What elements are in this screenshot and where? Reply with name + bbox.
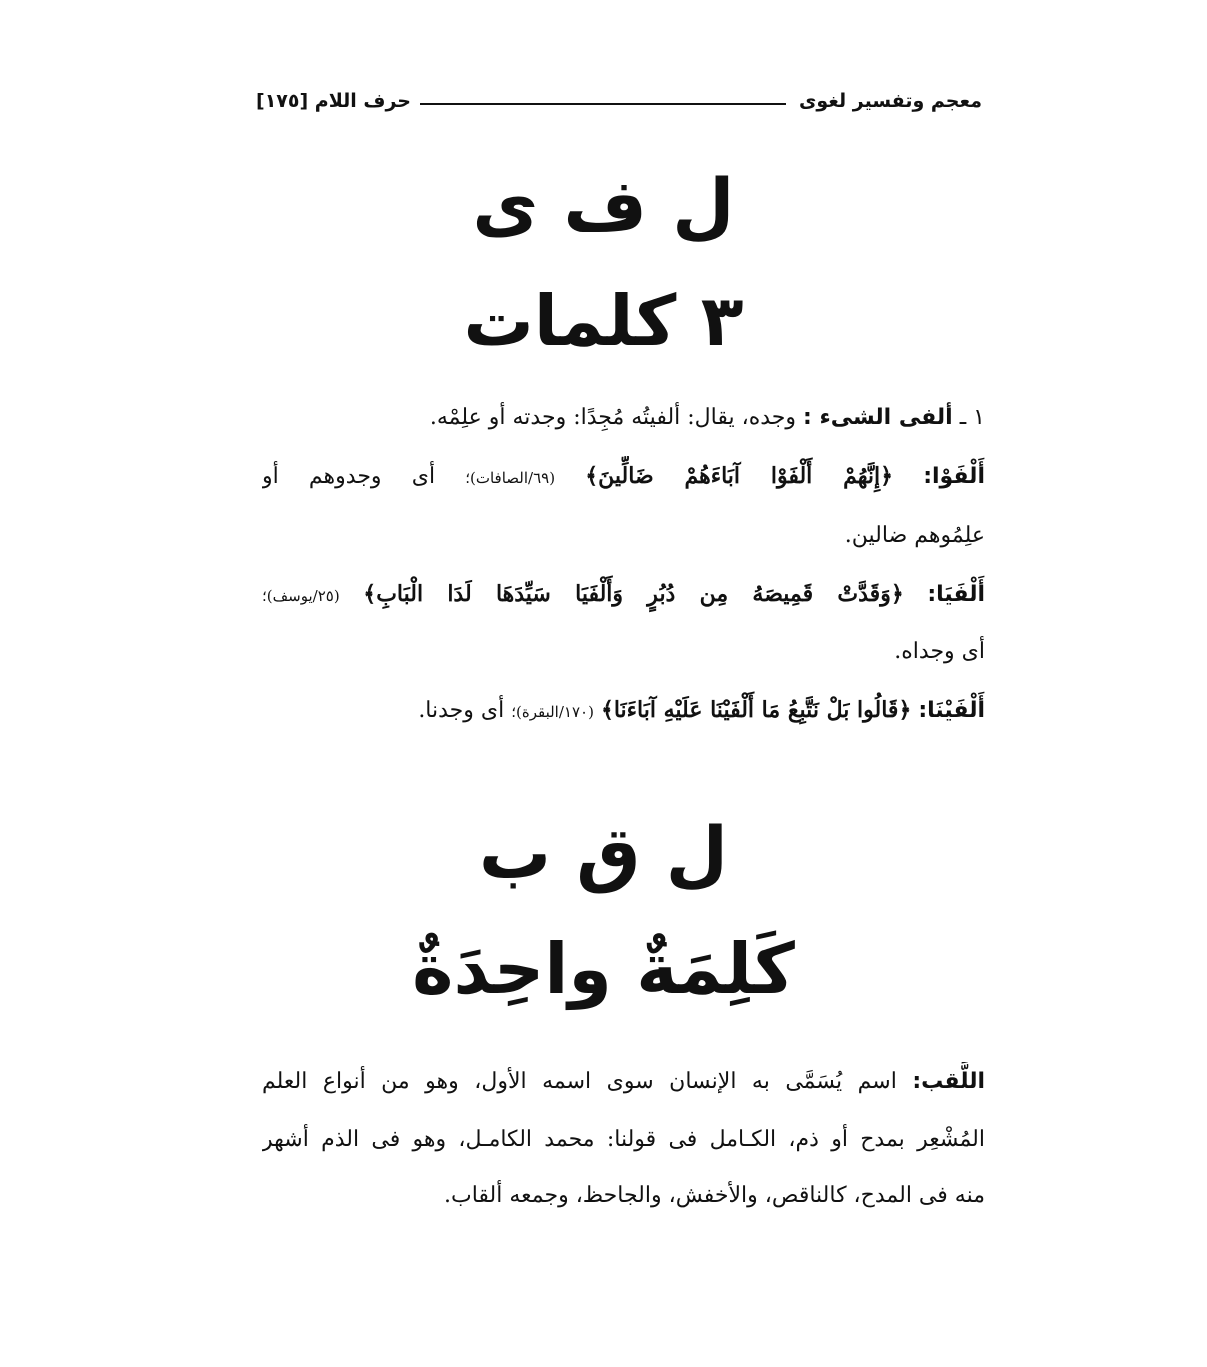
entry-term: أَلْفَيَا: <box>927 582 985 607</box>
entry-text: أى وجدوهم أو <box>262 464 436 489</box>
entry-line-3 <box>262 516 985 556</box>
entry-line-1 <box>262 398 985 438</box>
entry-text: منه فى المدح، كالناقص، والأخفش، والجاحظ، وجمعه ألقاب. <box>444 1183 985 1208</box>
entry-term: أَلْفَيْنَا: <box>918 698 985 723</box>
entry-text: علِمُوهم ضالين. <box>844 523 985 548</box>
page-number: [١٧٥] <box>256 90 309 112</box>
entry-number: ١ ـ <box>959 405 985 430</box>
entry-line-8 <box>262 1120 985 1160</box>
verse-reference: (١٧٠/البقرة)؛ <box>511 703 594 721</box>
section-and-page <box>256 84 411 118</box>
section-title: حرف اللام <box>314 90 411 112</box>
running-header <box>256 84 982 120</box>
entry-text: اسم يُسَمَّى به الإنسان سوى اسمه الأول، وهو من أنواع العلم <box>262 1069 897 1094</box>
verse-reference: (٢٥/يوسف)؛ <box>262 587 340 605</box>
quran-verse: ﴿قَالُوا بَلْ نَتَّبِعُ مَا أَلْفَيْنَا عَلَيْهِ آبَاءَنَا﴾ <box>600 697 912 723</box>
entry-line-6 <box>262 690 985 732</box>
entry-text: وجده، يقال: ألفيتُه مُجِدًا: وجدته أو علِمْه. <box>429 405 797 430</box>
entry-line-2 <box>262 456 985 498</box>
entry-term: ألفى الشىء : <box>803 405 953 430</box>
word-count-heading: كَلِمَةٌ واحِدَةٌ <box>412 928 795 1010</box>
word-count-heading: ٣ كلمات <box>463 280 744 362</box>
entry-line-9 <box>262 1176 985 1216</box>
verse-reference: (٦٩/الصافات)؛ <box>465 469 556 487</box>
book-title: معجم وتفسير لغوى <box>798 90 982 112</box>
entry-line-7 <box>262 1062 985 1102</box>
root-heading-lfy: ل ف ى <box>472 163 735 247</box>
entry-line-4 <box>262 574 985 616</box>
entry-line-5 <box>262 632 985 672</box>
entry-text: أى وجدنا. <box>418 698 505 723</box>
entry-text: المُشْعِر بمدح أو ذم، الكـامل فى قولنا: محمد الكامـل، وهو فى الذم أشهر <box>262 1127 985 1152</box>
entry-term: أَلْفَوْا: <box>923 464 985 489</box>
quran-verse: ﴿إِنَّهُمْ أَلْفَوْا آبَاءَهُمْ ضَالِّينَ﴾ <box>585 463 894 489</box>
root-heading-lqb: ل ق ب <box>478 811 729 895</box>
quran-verse: ﴿وَقَدَّتْ قَمِيصَهُ مِن دُبُرٍ وَأَلْفَيَا سَيِّدَهَا لَدَا الْبَابِ﴾ <box>363 581 904 607</box>
header-rule <box>420 103 786 105</box>
entry-text: أى وجداه. <box>894 639 985 664</box>
entry-term: اللَّقب: <box>912 1069 985 1094</box>
